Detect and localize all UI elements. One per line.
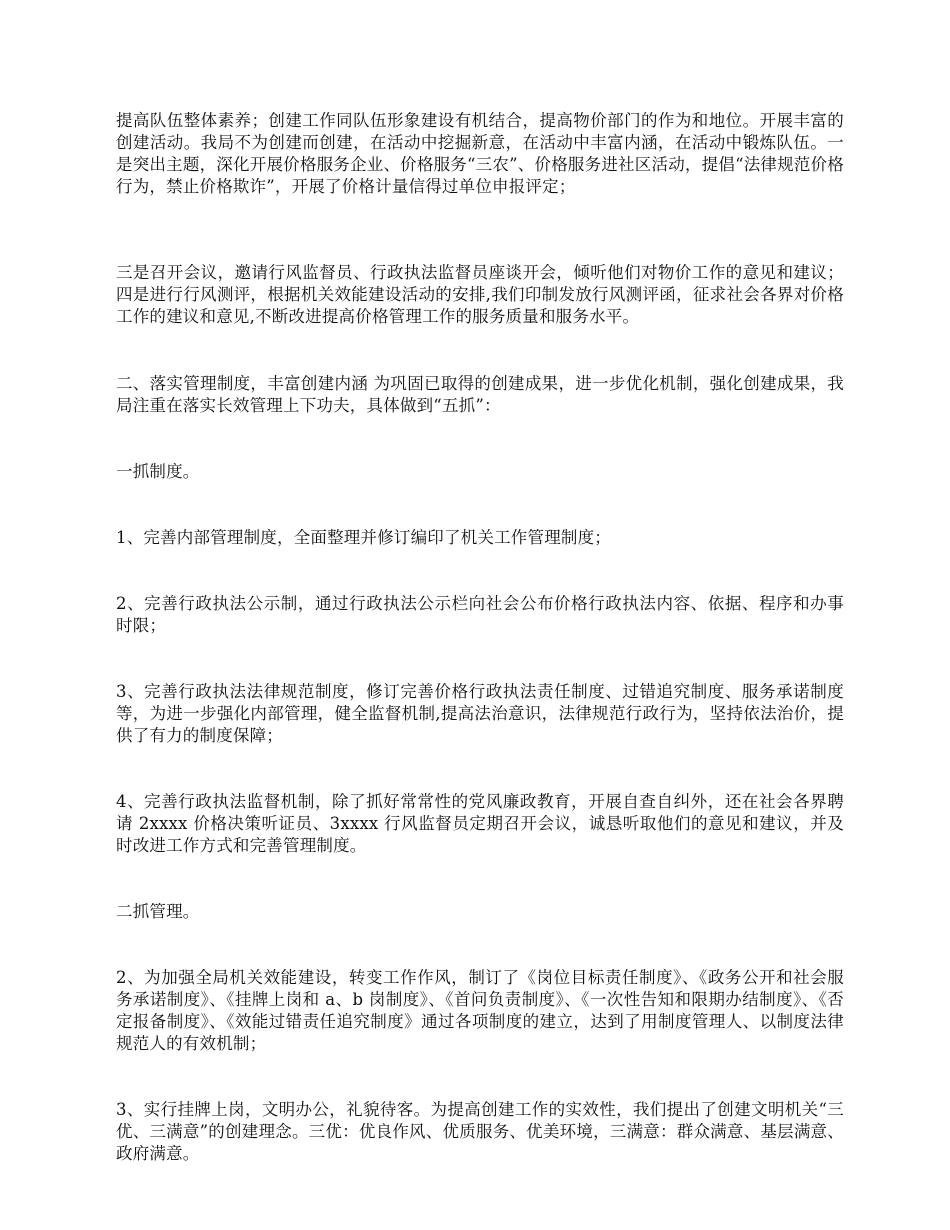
paragraph-meetings-evaluation: 三是召开会议，邀请行风监督员、行政执法监督员座谈开会，倾听他们对物价工作的意见和建议；四是进行行风测评，根据机关效能建设活动的安排,我们印制发放行风测评函，征求社会各界对价格工作的建议和意见,不断改进提高价格管理工作的服务质量和服务水平。 (116, 263, 844, 326)
paragraph-item-1-internal: 1、完善内部管理制度，全面整理并修订编印了机关工作管理制度； (116, 528, 611, 547)
paragraph-section-two-heading: 二、落实管理制度，丰富创建内涵 为巩固已取得的创建成果，进一步优化机制，强化创建成果，我局注重在落实长效管理上下功夫，具体做到“五抓”： (116, 374, 844, 415)
paragraph-grasp-system: 一抓制度。 (116, 462, 200, 481)
paragraph-item-3-law: 3、完善行政执法法律规范制度，修订完善价格行政执法责任制度、过错追究制度、服务承诺制度等，为进一步强化内部管理，健全监督机制,提高法治意识，法律规范行政行为，坚持依法治价，提供了有力的制度保障； (116, 682, 844, 745)
paragraph-item-4-supervision: 4、完善行政执法监督机制，除了抓好常常性的党风廉政教育，开展自查自纠外，还在社会各界聘请 2xxxx 价格决策听证员、3xxxx 行风监督员定期召开会议，诚恳听取他们的意见和建议，并及时改进工作方式和完善管理制度。 (116, 792, 844, 855)
paragraph-grasp-management: 二抓管理。 (116, 902, 200, 921)
paragraph-item-3-badge: 3、实行挂牌上岗，文明办公，礼貌待客。为提高创建工作的实效性，我们提出了创建文明机关“三优、三满意”的创建理念。三优：优良作风、优质服务、优美环境，三满意：群众满意、基层满意、政府满意。 (116, 1100, 844, 1163)
paragraph-item-2-publicity: 2、完善行政执法公示制，通过行政执法公示栏向社会公布价格行政执法内容、依据、程序和办事时限； (116, 594, 844, 635)
paragraph-team-quality: 提高队伍整体素养；创建工作同队伍形象建设有机结合，提高物价部门的作为和地位。开展丰富的创建活动。我局不为创建而创建，在活动中挖掘新意，在活动中丰富内涵，在活动中锻炼队伍。一是突出主题，深化开展价格服务企业、价格服务“三农”、价格服务进社区活动，提倡“法律规范价格行为，禁止价格欺诈”，开展了价格计量信得过单位申报评定； (116, 111, 844, 196)
document-page (116, 110, 844, 1165)
paragraph-item-2-efficiency: 2、为加强全局机关效能建设，转变工作作风，制订了《岗位目标责任制度》、《政务公开和社会服务承诺制度》、《挂牌上岗和 a、b 岗制度》、《首问负责制度》、《一次性告知和限期办结制度》、《否定报备制度》、《效能过错责任追究制度》通过各项制度的建立，达到了用制度管理人、以制度法律规范人的有效机制； (116, 968, 844, 1053)
